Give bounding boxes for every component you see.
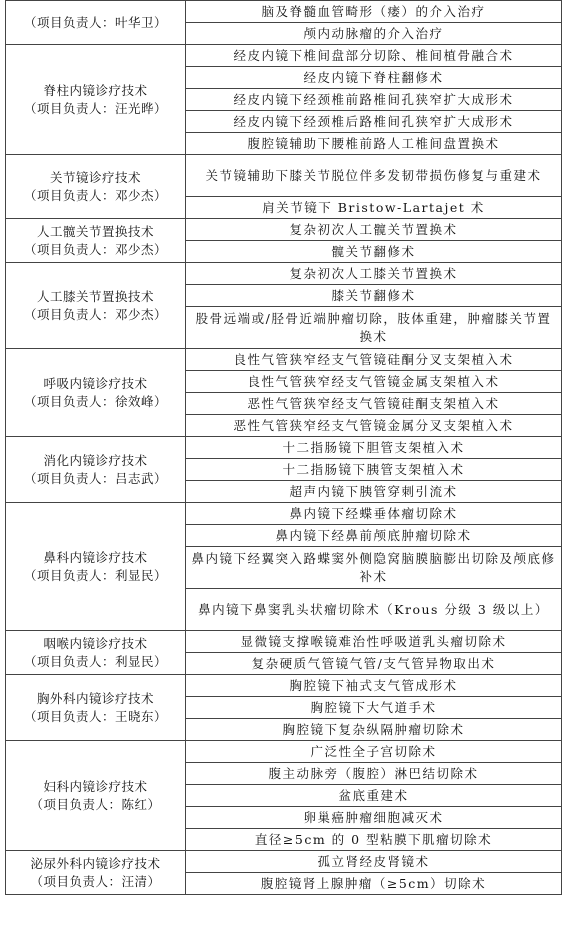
technique-item: 脑及脊髓血管畸形（瘘）的介入治疗 bbox=[186, 1, 562, 23]
project-name: 人工髋关节置换技术 bbox=[36, 223, 154, 239]
technique-item: 直径≥5cm 的 0 型粘膜下肌瘤切除术 bbox=[186, 829, 562, 851]
technique-item: 颅内动脉瘤的介入治疗 bbox=[186, 23, 562, 45]
technique-item: 盆底重建术 bbox=[186, 785, 562, 807]
technique-item: 经皮内镜下脊柱翻修术 bbox=[186, 67, 562, 89]
technique-item: 十二指肠镜下胰管支架植入术 bbox=[186, 459, 562, 481]
project-name: 妇科内镜诊疗技术 bbox=[43, 778, 148, 794]
technique-item: 胸腔镜下复杂纵隔肿瘤切除术 bbox=[186, 719, 562, 741]
table-row bbox=[6, 851, 562, 873]
technique-item: 良性气管狭窄经支气管镜金属支架植入术 bbox=[186, 371, 562, 393]
technique-item: 腹主动脉旁（腹腔）淋巴结切除术 bbox=[186, 763, 562, 785]
project-group-cell bbox=[6, 437, 186, 503]
technique-item: 关节镜辅助下膝关节脱位伴多发韧带损伤修复与重建术 bbox=[186, 155, 562, 197]
project-lead: （项目负责人：汪光晔） bbox=[23, 100, 167, 116]
table-row bbox=[6, 263, 562, 285]
table-row bbox=[6, 437, 562, 459]
technique-item: 恶性气管狭窄经支气管镜金属分叉支架植入术 bbox=[186, 415, 562, 437]
technique-item: 经皮内镜下经颈椎后路椎间孔狭窄扩大成形术 bbox=[186, 111, 562, 133]
technique-item: 卵巢癌肿瘤细胞减灭术 bbox=[186, 807, 562, 829]
project-group-cell bbox=[6, 503, 186, 631]
technology-table bbox=[5, 0, 562, 895]
technique-item: 胸腔镜下大气道手术 bbox=[186, 697, 562, 719]
project-group-cell bbox=[6, 631, 186, 675]
project-group-cell bbox=[6, 263, 186, 349]
project-lead: （项目负责人：叶华卫） bbox=[23, 14, 167, 30]
technique-item: 良性气管狭窄经支气管镜硅酮分叉支架植入术 bbox=[186, 349, 562, 371]
project-name: 泌尿外科内镜诊疗技术 bbox=[30, 855, 161, 871]
table-row bbox=[6, 1, 562, 23]
table-row bbox=[6, 631, 562, 653]
project-name: 脊柱内镜诊疗技术 bbox=[43, 82, 148, 98]
technique-item: 复杂初次人工髋关节置换术 bbox=[186, 219, 562, 241]
project-name: 呼吸内镜诊疗技术 bbox=[43, 375, 148, 391]
project-name: 人工膝关节置换技术 bbox=[36, 288, 154, 304]
technique-item: 超声内镜下胰管穿刺引流术 bbox=[186, 481, 562, 503]
project-name: 消化内镜诊疗技术 bbox=[43, 452, 148, 468]
project-lead: （项目负责人：王晓东） bbox=[23, 708, 167, 724]
project-lead: （项目负责人：汪清） bbox=[30, 873, 161, 889]
table-row bbox=[6, 675, 562, 697]
table-row bbox=[6, 741, 562, 763]
project-group-cell bbox=[6, 219, 186, 263]
project-group-cell bbox=[6, 349, 186, 437]
table-row bbox=[6, 45, 562, 67]
project-lead: （项目负责人：陈红） bbox=[30, 796, 161, 812]
technique-item: 鼻内镜下鼻窦乳头状瘤切除术（Krous 分级 3 级以上） bbox=[186, 589, 562, 631]
technique-item: 肩关节镜下 Bristow-Lartajet 术 bbox=[186, 197, 562, 219]
project-group-cell bbox=[6, 851, 186, 895]
table-row bbox=[6, 219, 562, 241]
project-name: 鼻科内镜诊疗技术 bbox=[43, 549, 148, 565]
project-lead: （项目负责人：利显民） bbox=[23, 653, 167, 669]
technique-item: 复杂硬质气管镜气管/支气管异物取出术 bbox=[186, 653, 562, 675]
project-group-cell bbox=[6, 155, 186, 219]
technique-item: 恶性气管狭窄经支气管镜硅酮支架植入术 bbox=[186, 393, 562, 415]
project-lead: （项目负责人：徐效峰） bbox=[23, 393, 167, 409]
table-row bbox=[6, 503, 562, 525]
technique-item: 胸腔镜下袖式支气管成形术 bbox=[186, 675, 562, 697]
technique-item: 显微镜支撑喉镜难治性呼吸道乳头瘤切除术 bbox=[186, 631, 562, 653]
project-group-cell bbox=[6, 675, 186, 741]
project-name: 胸外科内镜诊疗技术 bbox=[36, 690, 154, 706]
technique-item: 经皮内镜下椎间盘部分切除、椎间植骨融合术 bbox=[186, 45, 562, 67]
technique-item: 股骨远端或/胫骨近端肿瘤切除，肢体重建，肿瘤膝关节置换术 bbox=[186, 307, 562, 349]
technique-item: 鼻内镜下经翼突入路蝶窦外侧隐窝脑膜脑膨出切除及颅底修补术 bbox=[186, 547, 562, 589]
technique-item: 髋关节翻修术 bbox=[186, 241, 562, 263]
technique-item: 腹腔镜肾上腺肿瘤（≥5cm）切除术 bbox=[186, 873, 562, 895]
project-lead: （项目负责人：邓少杰） bbox=[23, 241, 167, 257]
project-name: 关节镜诊疗技术 bbox=[49, 169, 141, 185]
technique-item: 鼻内镜下经鼻前颅底肿瘤切除术 bbox=[186, 525, 562, 547]
project-lead: （项目负责人：邓少杰） bbox=[23, 187, 167, 203]
project-group-cell bbox=[6, 1, 186, 45]
technique-item: 复杂初次人工膝关节置换术 bbox=[186, 263, 562, 285]
table-row bbox=[6, 155, 562, 197]
project-group-cell bbox=[6, 45, 186, 155]
project-group-cell bbox=[6, 741, 186, 851]
project-lead: （项目负责人：邓少杰） bbox=[23, 306, 167, 322]
technique-item: 膝关节翻修术 bbox=[186, 285, 562, 307]
technique-item: 广泛性全子宫切除术 bbox=[186, 741, 562, 763]
technique-item: 腹腔镜辅助下腰椎前路人工椎间盘置换术 bbox=[186, 133, 562, 155]
table-row bbox=[6, 349, 562, 371]
technique-item: 十二指肠镜下胆管支架植入术 bbox=[186, 437, 562, 459]
project-lead: （项目负责人：吕志武） bbox=[23, 470, 167, 486]
project-lead: （项目负责人：利显民） bbox=[23, 567, 167, 583]
technology-table-body bbox=[6, 1, 562, 895]
technique-item: 孤立肾经皮肾镜术 bbox=[186, 851, 562, 873]
project-name: 咽喉内镜诊疗技术 bbox=[43, 635, 148, 651]
technique-item: 鼻内镜下经蝶垂体瘤切除术 bbox=[186, 503, 562, 525]
technique-item: 经皮内镜下经颈椎前路椎间孔狭窄扩大成形术 bbox=[186, 89, 562, 111]
